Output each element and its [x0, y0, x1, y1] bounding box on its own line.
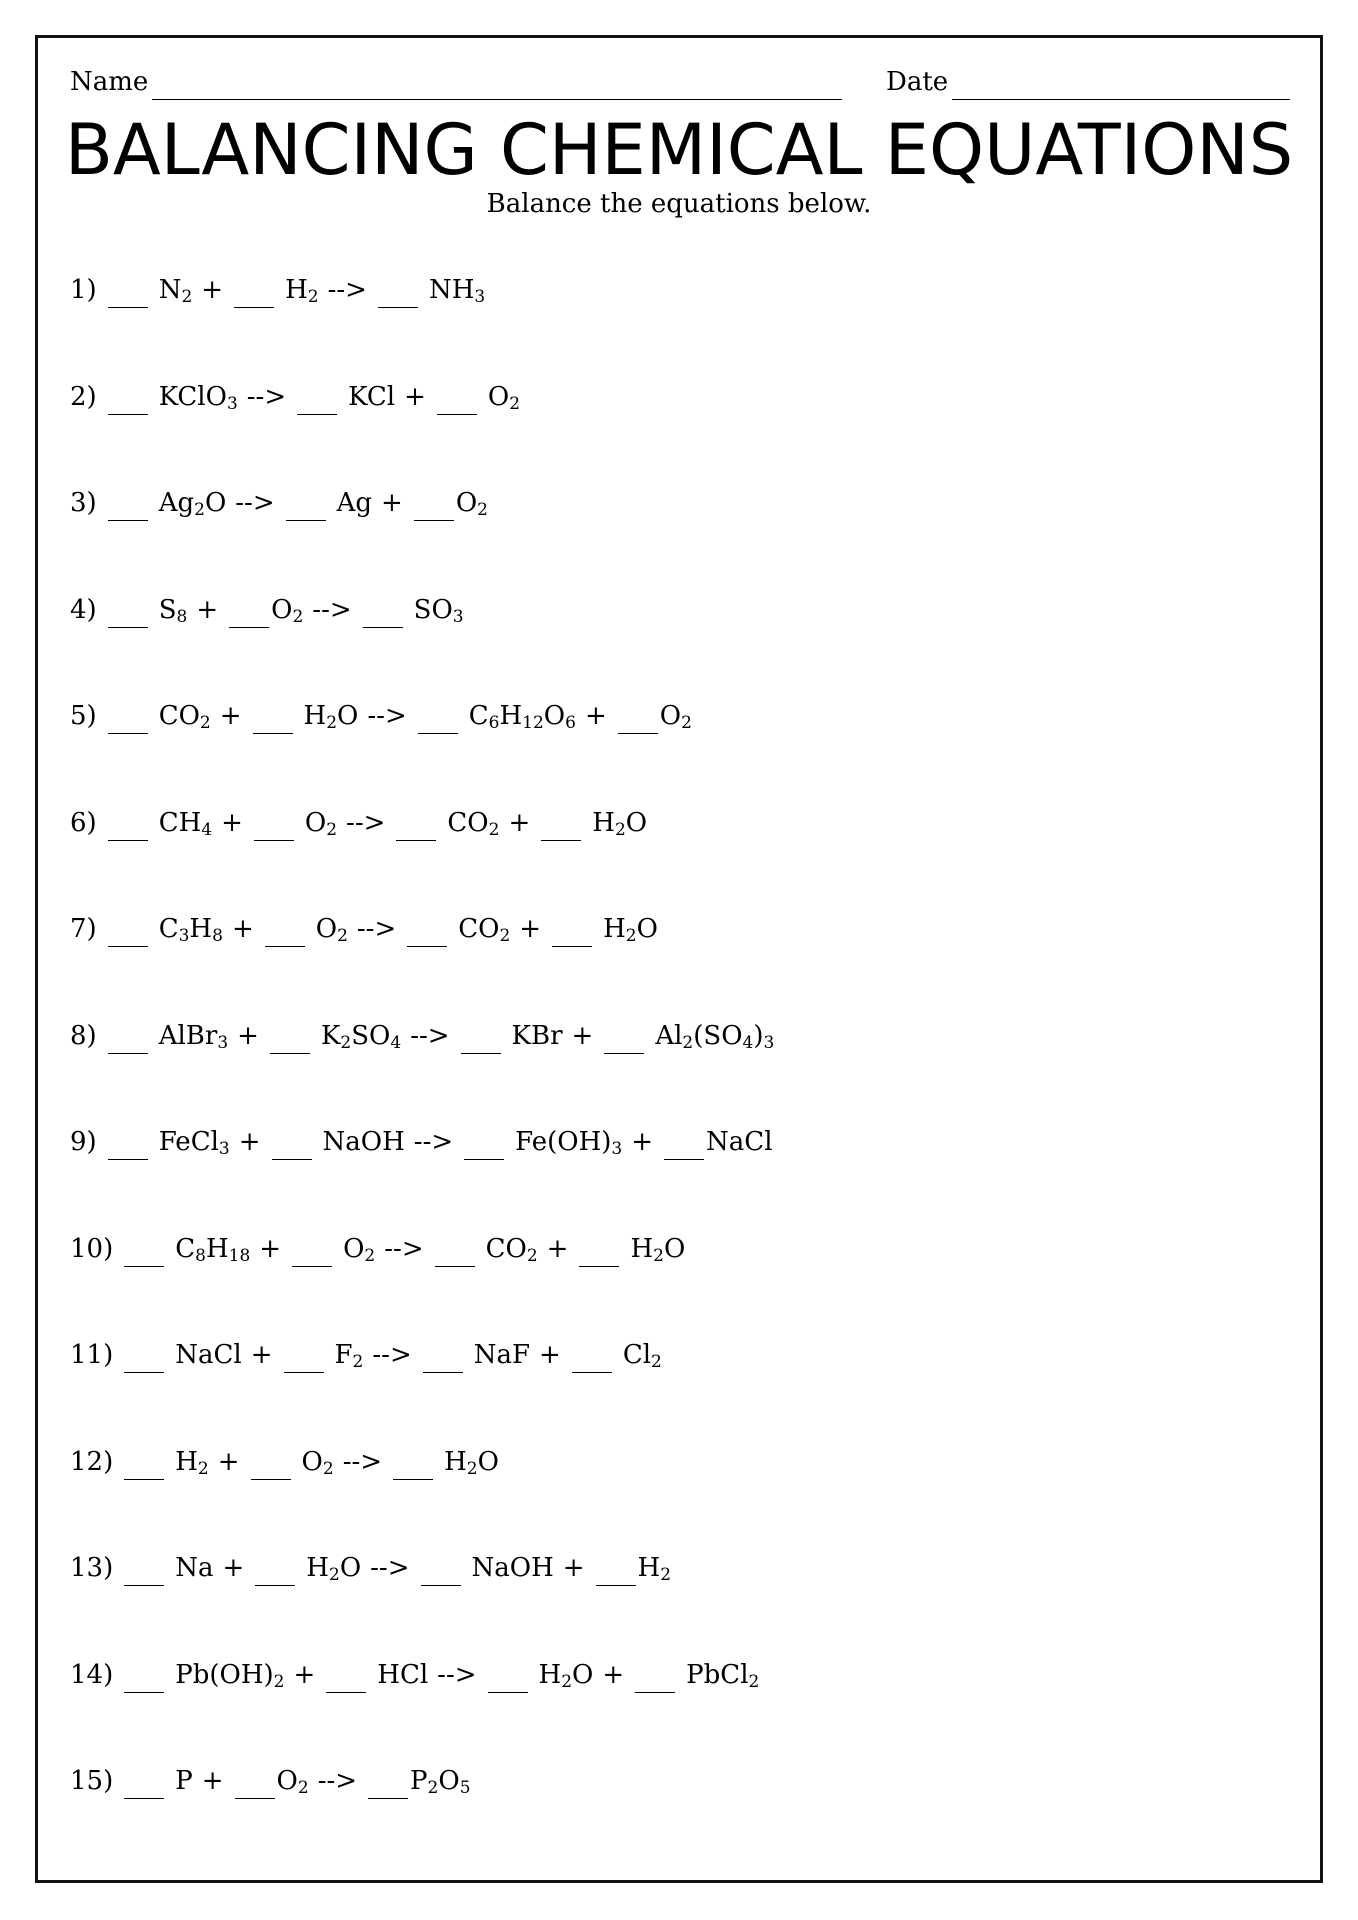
coefficient-blank[interactable]	[326, 1664, 366, 1693]
plus-sign: +	[539, 1340, 561, 1370]
chemical-formula: $H_2O$	[444, 1446, 499, 1479]
chemical-formula: $Al_2(SO_4)_3$	[655, 1020, 775, 1053]
equation-number: 8)	[70, 1020, 97, 1051]
date-label: Date	[886, 67, 949, 97]
plus-sign: +	[404, 381, 426, 412]
chemical-formula: $O_2$	[271, 594, 304, 627]
chemical-formula: $N_2$	[158, 275, 193, 307]
coefficient-blank[interactable]	[435, 1238, 475, 1267]
equation-item	[70, 1444, 1270, 1551]
equation-number: 11)	[70, 1340, 114, 1370]
chemical-formula: $H_2O$	[603, 914, 658, 946]
plus-sign: +	[221, 807, 243, 838]
chemical-formula: PbCl$_2$	[686, 1659, 760, 1692]
coefficient-blank[interactable]	[437, 386, 477, 415]
coefficient-blank[interactable]	[414, 492, 454, 521]
equation-item	[70, 1124, 1270, 1231]
plus-sign: +	[381, 488, 403, 518]
reaction-arrow: -->	[437, 1659, 477, 1690]
coefficient-blank[interactable]	[108, 599, 148, 628]
equation-number: 2)	[70, 381, 97, 412]
equation-item	[70, 1550, 1270, 1657]
chemical-formula: KCl	[348, 381, 396, 412]
plus-sign: +	[231, 914, 254, 944]
coefficient-blank[interactable]	[108, 812, 148, 841]
chemical-formula: $Pb(OH)_2$	[175, 1659, 285, 1692]
reaction-arrow: -->	[342, 1446, 383, 1477]
chemical-formula: NaOH	[322, 1127, 405, 1157]
coefficient-blank[interactable]	[396, 812, 436, 841]
equation-item	[70, 485, 1270, 592]
chemical-formula: Ag	[336, 488, 373, 518]
coefficient-blank[interactable]	[108, 279, 148, 308]
plus-sign: +	[201, 1766, 224, 1796]
equation-item	[70, 911, 1270, 1018]
coefficient-blank[interactable]	[541, 812, 581, 841]
equation-item	[70, 1231, 1270, 1338]
chemical-formula: HCl	[377, 1659, 429, 1690]
chemical-formula: $P_2O_5$	[410, 1766, 471, 1798]
equation-number: 7)	[70, 914, 97, 944]
chemical-formula: $CO_2$	[458, 914, 511, 946]
chemical-formula: NaF	[473, 1340, 531, 1370]
reaction-arrow: -->	[317, 1766, 358, 1796]
coefficient-blank[interactable]	[108, 918, 148, 947]
coefficient-blank[interactable]	[368, 1770, 408, 1799]
chemical-formula: $O_2$	[343, 1233, 376, 1266]
coefficient-blank[interactable]	[108, 386, 148, 415]
worksheet-title: BALANCING CHEMICAL EQUATIONS	[64, 109, 1294, 191]
equation-item	[70, 592, 1270, 699]
coefficient-blank[interactable]	[286, 492, 326, 521]
equation-number: 5)	[70, 701, 97, 731]
reaction-arrow: -->	[413, 1127, 454, 1157]
coefficient-blank[interactable]	[108, 492, 148, 521]
equation-item	[70, 805, 1270, 912]
chemical-formula: NaCl	[706, 1127, 773, 1157]
equation-list	[70, 272, 1270, 1870]
coefficient-blank[interactable]	[421, 1557, 461, 1586]
equation-number: 15)	[70, 1766, 114, 1796]
coefficient-blank[interactable]	[124, 1557, 164, 1586]
reaction-arrow: -->	[384, 1233, 424, 1264]
chemical-formula: NaCl	[175, 1340, 242, 1370]
reaction-arrow: -->	[246, 381, 287, 412]
reaction-arrow: -->	[410, 1020, 450, 1051]
coefficient-blank[interactable]	[265, 918, 305, 947]
plus-sign: +	[519, 914, 542, 944]
equation-number: 14)	[70, 1659, 114, 1690]
chemical-formula: $H_2O$	[303, 701, 359, 733]
coefficient-blank[interactable]	[234, 279, 274, 308]
chemical-formula: $O_2$	[276, 1766, 309, 1798]
plus-sign: +	[562, 1553, 585, 1583]
coefficient-blank[interactable]	[270, 1025, 310, 1054]
equation-number: 1)	[70, 275, 97, 305]
coefficient-blank[interactable]	[297, 386, 337, 415]
equation-item	[70, 1018, 1270, 1125]
chemical-formula: $O_2$	[455, 488, 488, 520]
equation-number: 12)	[70, 1446, 114, 1477]
equation-item	[70, 698, 1270, 805]
name-label: Name	[70, 67, 149, 97]
chemical-formula: $Fe(OH)_3$	[515, 1127, 623, 1159]
equation-number: 13)	[70, 1553, 114, 1583]
plus-sign: +	[217, 1446, 240, 1477]
chemical-formula: Na	[175, 1553, 214, 1583]
coefficient-blank[interactable]	[552, 918, 592, 947]
coefficient-blank[interactable]	[124, 1238, 164, 1267]
chemical-formula: $H_2$	[175, 1446, 209, 1479]
plus-sign: +	[237, 1020, 259, 1051]
chemical-formula: $H_2O$	[306, 1553, 362, 1585]
chemical-formula: $K_2SO_4$	[320, 1020, 402, 1053]
plus-sign: +	[259, 1233, 282, 1264]
coefficient-blank[interactable]	[235, 1770, 275, 1799]
plus-sign: +	[250, 1340, 273, 1370]
coefficient-blank[interactable]	[596, 1557, 636, 1586]
chemical-formula: $Ag_2O$	[158, 488, 227, 520]
chemical-formula: $CO_2$	[485, 1233, 538, 1266]
equation-item	[70, 1763, 1270, 1870]
coefficient-blank[interactable]	[253, 705, 293, 734]
coefficient-blank[interactable]	[124, 1664, 164, 1693]
worksheet-instructions: Balance the equations below.	[486, 189, 872, 219]
chemical-formula: $F_2$	[334, 1340, 364, 1372]
chemical-formula: $CO_2$	[158, 701, 211, 733]
plus-sign: +	[293, 1659, 316, 1690]
chemical-formula: $CO_2$	[447, 807, 500, 840]
coefficient-blank[interactable]	[572, 1344, 612, 1373]
plus-sign: +	[631, 1127, 654, 1157]
plus-sign: +	[201, 275, 224, 305]
plus-sign: +	[222, 1553, 245, 1583]
equation-item	[70, 1657, 1270, 1764]
chemical-formula: $C_3H_8$	[158, 914, 223, 946]
chemical-formula: $O_2$	[487, 381, 521, 414]
chemical-formula: $O_2$	[659, 701, 692, 733]
chemical-formula: P	[175, 1766, 193, 1796]
coefficient-blank[interactable]	[618, 705, 658, 734]
coefficient-blank[interactable]	[407, 918, 447, 947]
coefficient-blank[interactable]	[635, 1664, 675, 1693]
coefficient-blank[interactable]	[464, 1131, 504, 1160]
equation-item	[70, 1337, 1270, 1444]
coefficient-blank[interactable]	[108, 705, 148, 734]
chemical-formula: $S_8$	[158, 594, 188, 627]
reaction-arrow: -->	[367, 701, 407, 731]
plus-sign: +	[602, 1659, 625, 1690]
plus-sign: +	[571, 1020, 594, 1051]
plus-sign: +	[238, 1127, 261, 1157]
chemical-formula: NaOH	[471, 1553, 554, 1583]
reaction-arrow: -->	[370, 1553, 410, 1583]
coefficient-blank[interactable]	[378, 279, 418, 308]
chemical-formula: $H_2O$	[630, 1233, 686, 1266]
plus-sign: +	[546, 1233, 569, 1264]
coefficient-blank[interactable]	[272, 1131, 312, 1160]
equation-number: 4)	[70, 594, 97, 625]
chemical-formula: $O_2$	[315, 914, 348, 946]
coefficient-blank[interactable]	[255, 1557, 295, 1586]
chemical-formula: $CH_4$	[158, 807, 213, 840]
chemical-formula: KBr	[511, 1020, 563, 1051]
coefficient-blank[interactable]	[229, 599, 269, 628]
reaction-arrow: -->	[327, 275, 367, 305]
chemical-formula: $H_2$	[637, 1553, 672, 1585]
chemical-formula: $SO_3$	[413, 594, 464, 627]
reaction-arrow: -->	[312, 594, 352, 625]
coefficient-blank[interactable]	[423, 1344, 463, 1373]
coefficient-blank[interactable]	[254, 812, 294, 841]
coefficient-blank[interactable]	[363, 599, 403, 628]
chemical-formula: $Cl_2$	[622, 1340, 662, 1372]
date-field[interactable]	[886, 64, 1286, 100]
coefficient-blank[interactable]	[292, 1238, 332, 1267]
chemical-formula: $H_2O$	[592, 807, 648, 840]
coefficient-blank[interactable]	[284, 1344, 324, 1373]
date-blank[interactable]	[952, 71, 1290, 100]
coefficient-blank[interactable]	[604, 1025, 644, 1054]
chemical-formula: $O_2$	[301, 1446, 334, 1479]
chemical-formula: AlBr$_3$	[158, 1020, 229, 1053]
plus-sign: +	[508, 807, 531, 838]
equation-item	[70, 379, 1270, 486]
name-field[interactable]	[70, 64, 846, 100]
coefficient-blank[interactable]	[393, 1451, 433, 1480]
chemical-formula: $NH_3$	[428, 275, 486, 307]
reaction-arrow: -->	[356, 914, 397, 944]
equation-number: 6)	[70, 807, 97, 838]
coefficient-blank[interactable]	[664, 1131, 704, 1160]
name-blank[interactable]	[152, 71, 842, 100]
coefficient-blank[interactable]	[488, 1664, 528, 1693]
coefficient-blank[interactable]	[418, 705, 458, 734]
chemical-formula: $C_6H_{12}O_6$	[468, 701, 576, 733]
coefficient-blank[interactable]	[108, 1131, 148, 1160]
coefficient-blank[interactable]	[461, 1025, 501, 1054]
reaction-arrow: -->	[235, 488, 275, 518]
plus-sign: +	[196, 594, 219, 625]
coefficient-blank[interactable]	[579, 1238, 619, 1267]
equation-number: 3)	[70, 488, 97, 518]
equation-number: 9)	[70, 1127, 97, 1157]
chemical-formula: $C_8H_{18}$	[175, 1233, 251, 1266]
reaction-arrow: -->	[346, 807, 386, 838]
chemical-formula: $O_2$	[304, 807, 338, 840]
chemical-formula: $H_2O$	[538, 1659, 594, 1692]
reaction-arrow: -->	[372, 1340, 412, 1370]
coefficient-blank[interactable]	[108, 1025, 148, 1054]
coefficient-blank[interactable]	[124, 1770, 164, 1799]
chemical-formula: FeCl$_3$	[158, 1127, 230, 1159]
plus-sign: +	[219, 701, 242, 731]
chemical-formula: $H_2$	[285, 275, 319, 307]
chemical-formula: KClO$_3$	[158, 381, 238, 414]
coefficient-blank[interactable]	[124, 1451, 164, 1480]
equation-item	[70, 272, 1270, 379]
equation-number: 10)	[70, 1233, 114, 1264]
coefficient-blank[interactable]	[124, 1344, 164, 1373]
coefficient-blank[interactable]	[251, 1451, 291, 1480]
plus-sign: +	[584, 701, 607, 731]
